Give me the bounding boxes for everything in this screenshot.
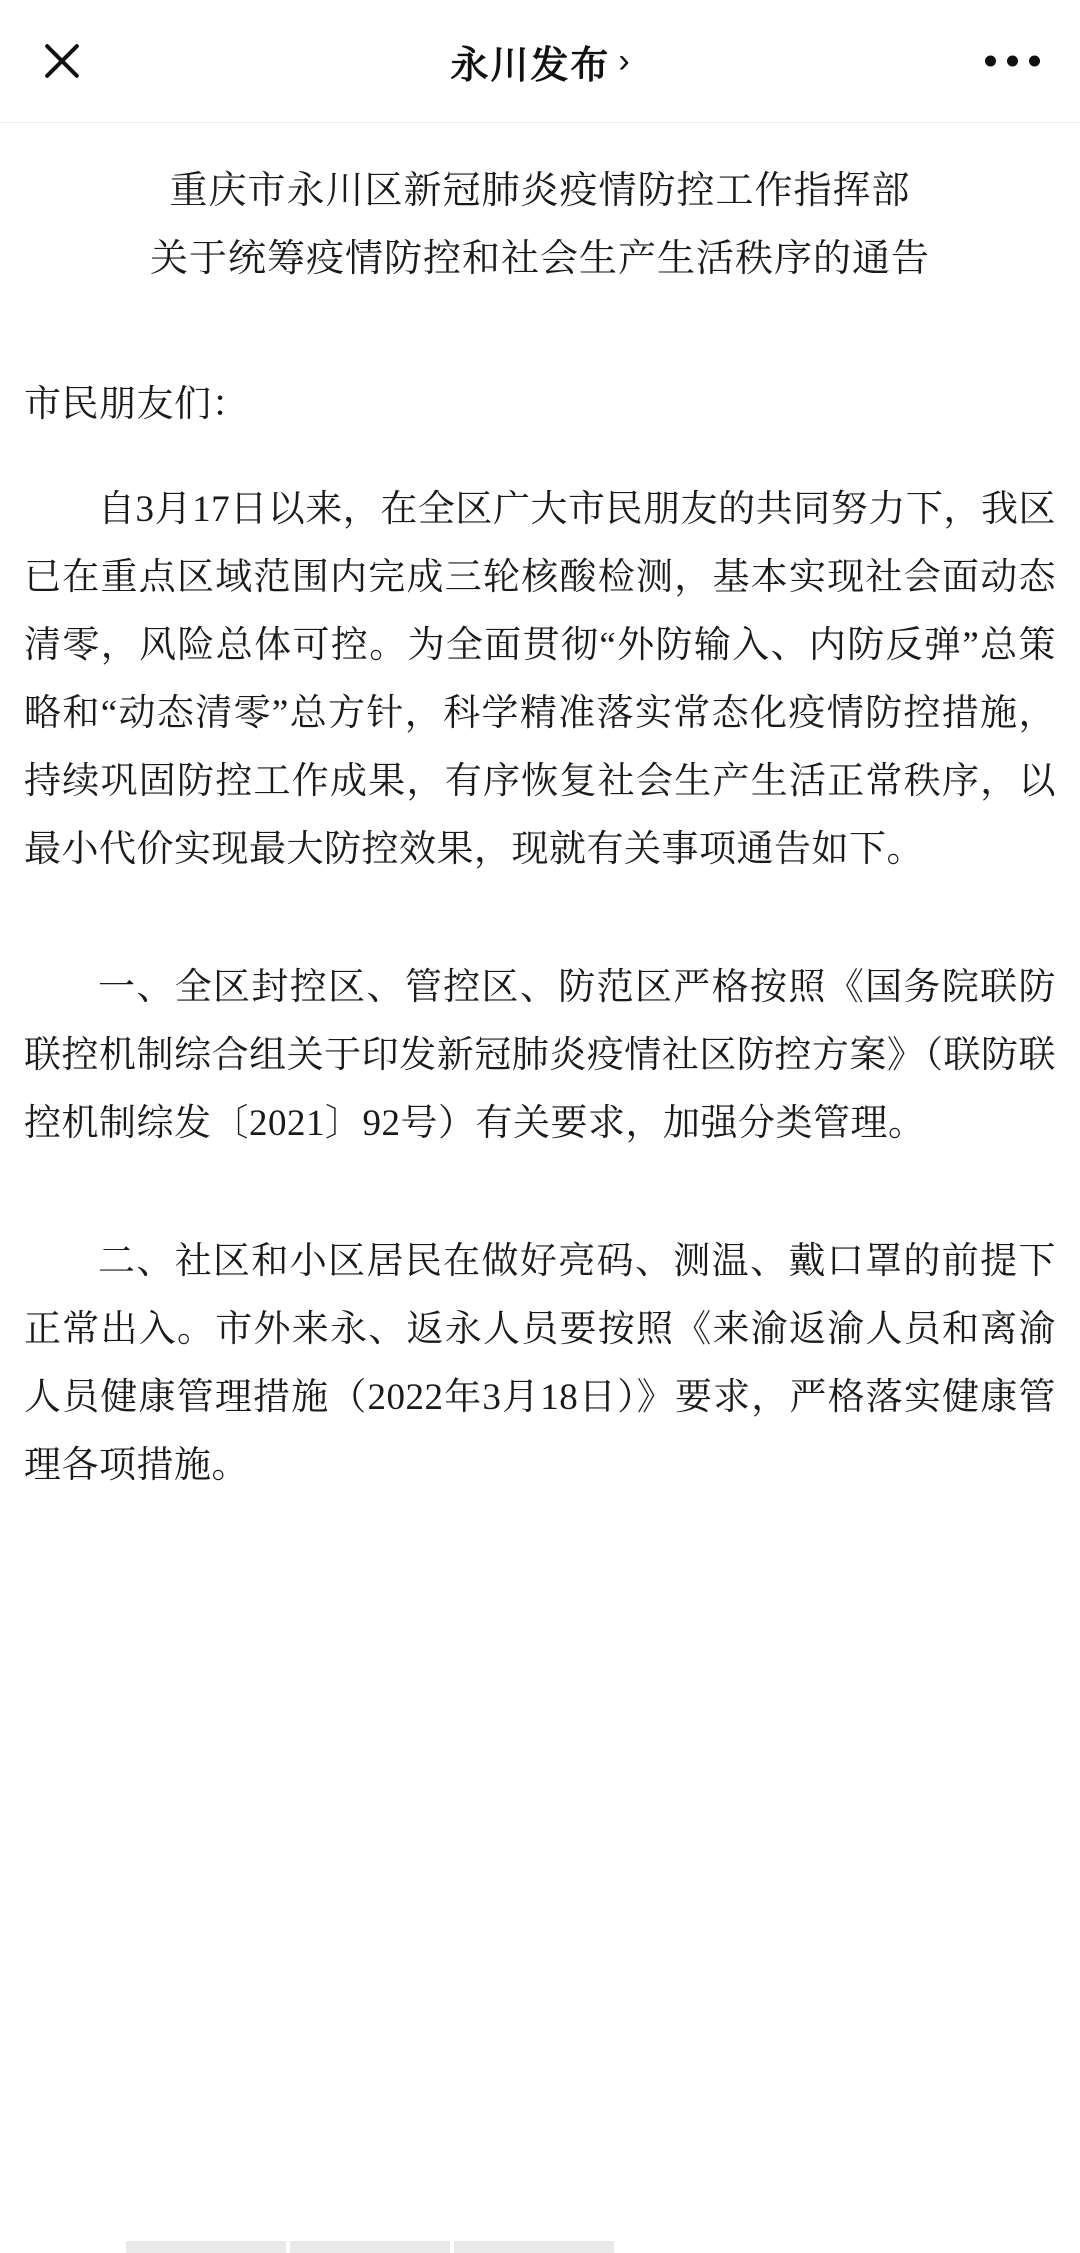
salutation-text: 市民朋友们： <box>24 384 249 425</box>
document-title <box>24 157 1056 293</box>
bottom-segment-3 <box>454 2241 614 2253</box>
paragraph-3: 二、社区和小区居民在做好亮码、测温、戴口罩的前提下正常出入。市外来永、返永人员要按照《来渝返渝人员和离渝人员健康管理措施（2022年3月18日）》要求，严格落实健康管理各项措施。 <box>24 1241 1056 1486</box>
account-name-button[interactable] <box>450 34 629 89</box>
bottom-segment-1 <box>126 2241 286 2253</box>
more-dot-1 <box>985 56 996 67</box>
top-navigation-bar <box>0 0 1080 122</box>
chevron-right-icon: › <box>618 42 630 80</box>
article-content <box>0 157 1080 1500</box>
paragraph-1: 自3月17日以来，在全区广大市民朋友的共同努力下，我区已在重点区域范围内完成三轮核酸检测，基本实现社会面动态清零，风险总体可控。为全面贯彻“外防输入、内防反弹”总策略和“动态清零”总方针，科学精准落实常态化疫情防控措施，持续巩固防控工作成果，有序恢复社会生产生活正常秩序，以最小代价实现最大防控效果，现就有关事项通告如下。 <box>24 489 1056 870</box>
paragraph-2: 一、全区封控区、管控区、防范区严格按照《国务院联防联控机制综合组关于印发新冠肺炎疫情社区防控方案》（联防联控机制综发〔2021〕92号）有关要求，加强分类管理。 <box>24 967 1056 1144</box>
navbar-divider <box>0 122 1080 123</box>
close-icon[interactable] <box>34 33 90 89</box>
more-options-icon[interactable] <box>985 56 1040 67</box>
more-dot-3 <box>1029 56 1040 67</box>
more-dot-2 <box>1007 56 1018 67</box>
page-title: 永川发布 <box>450 44 611 87</box>
document-title-line-1: 重庆市永川区新冠肺炎疫情防控工作指挥部 <box>169 170 911 212</box>
bottom-partial-bar <box>0 2241 1080 2253</box>
document-title-line-2: 关于统筹疫情防控和社会生产生活秩序的通告 <box>149 238 930 280</box>
bottom-segment-2 <box>290 2241 450 2253</box>
